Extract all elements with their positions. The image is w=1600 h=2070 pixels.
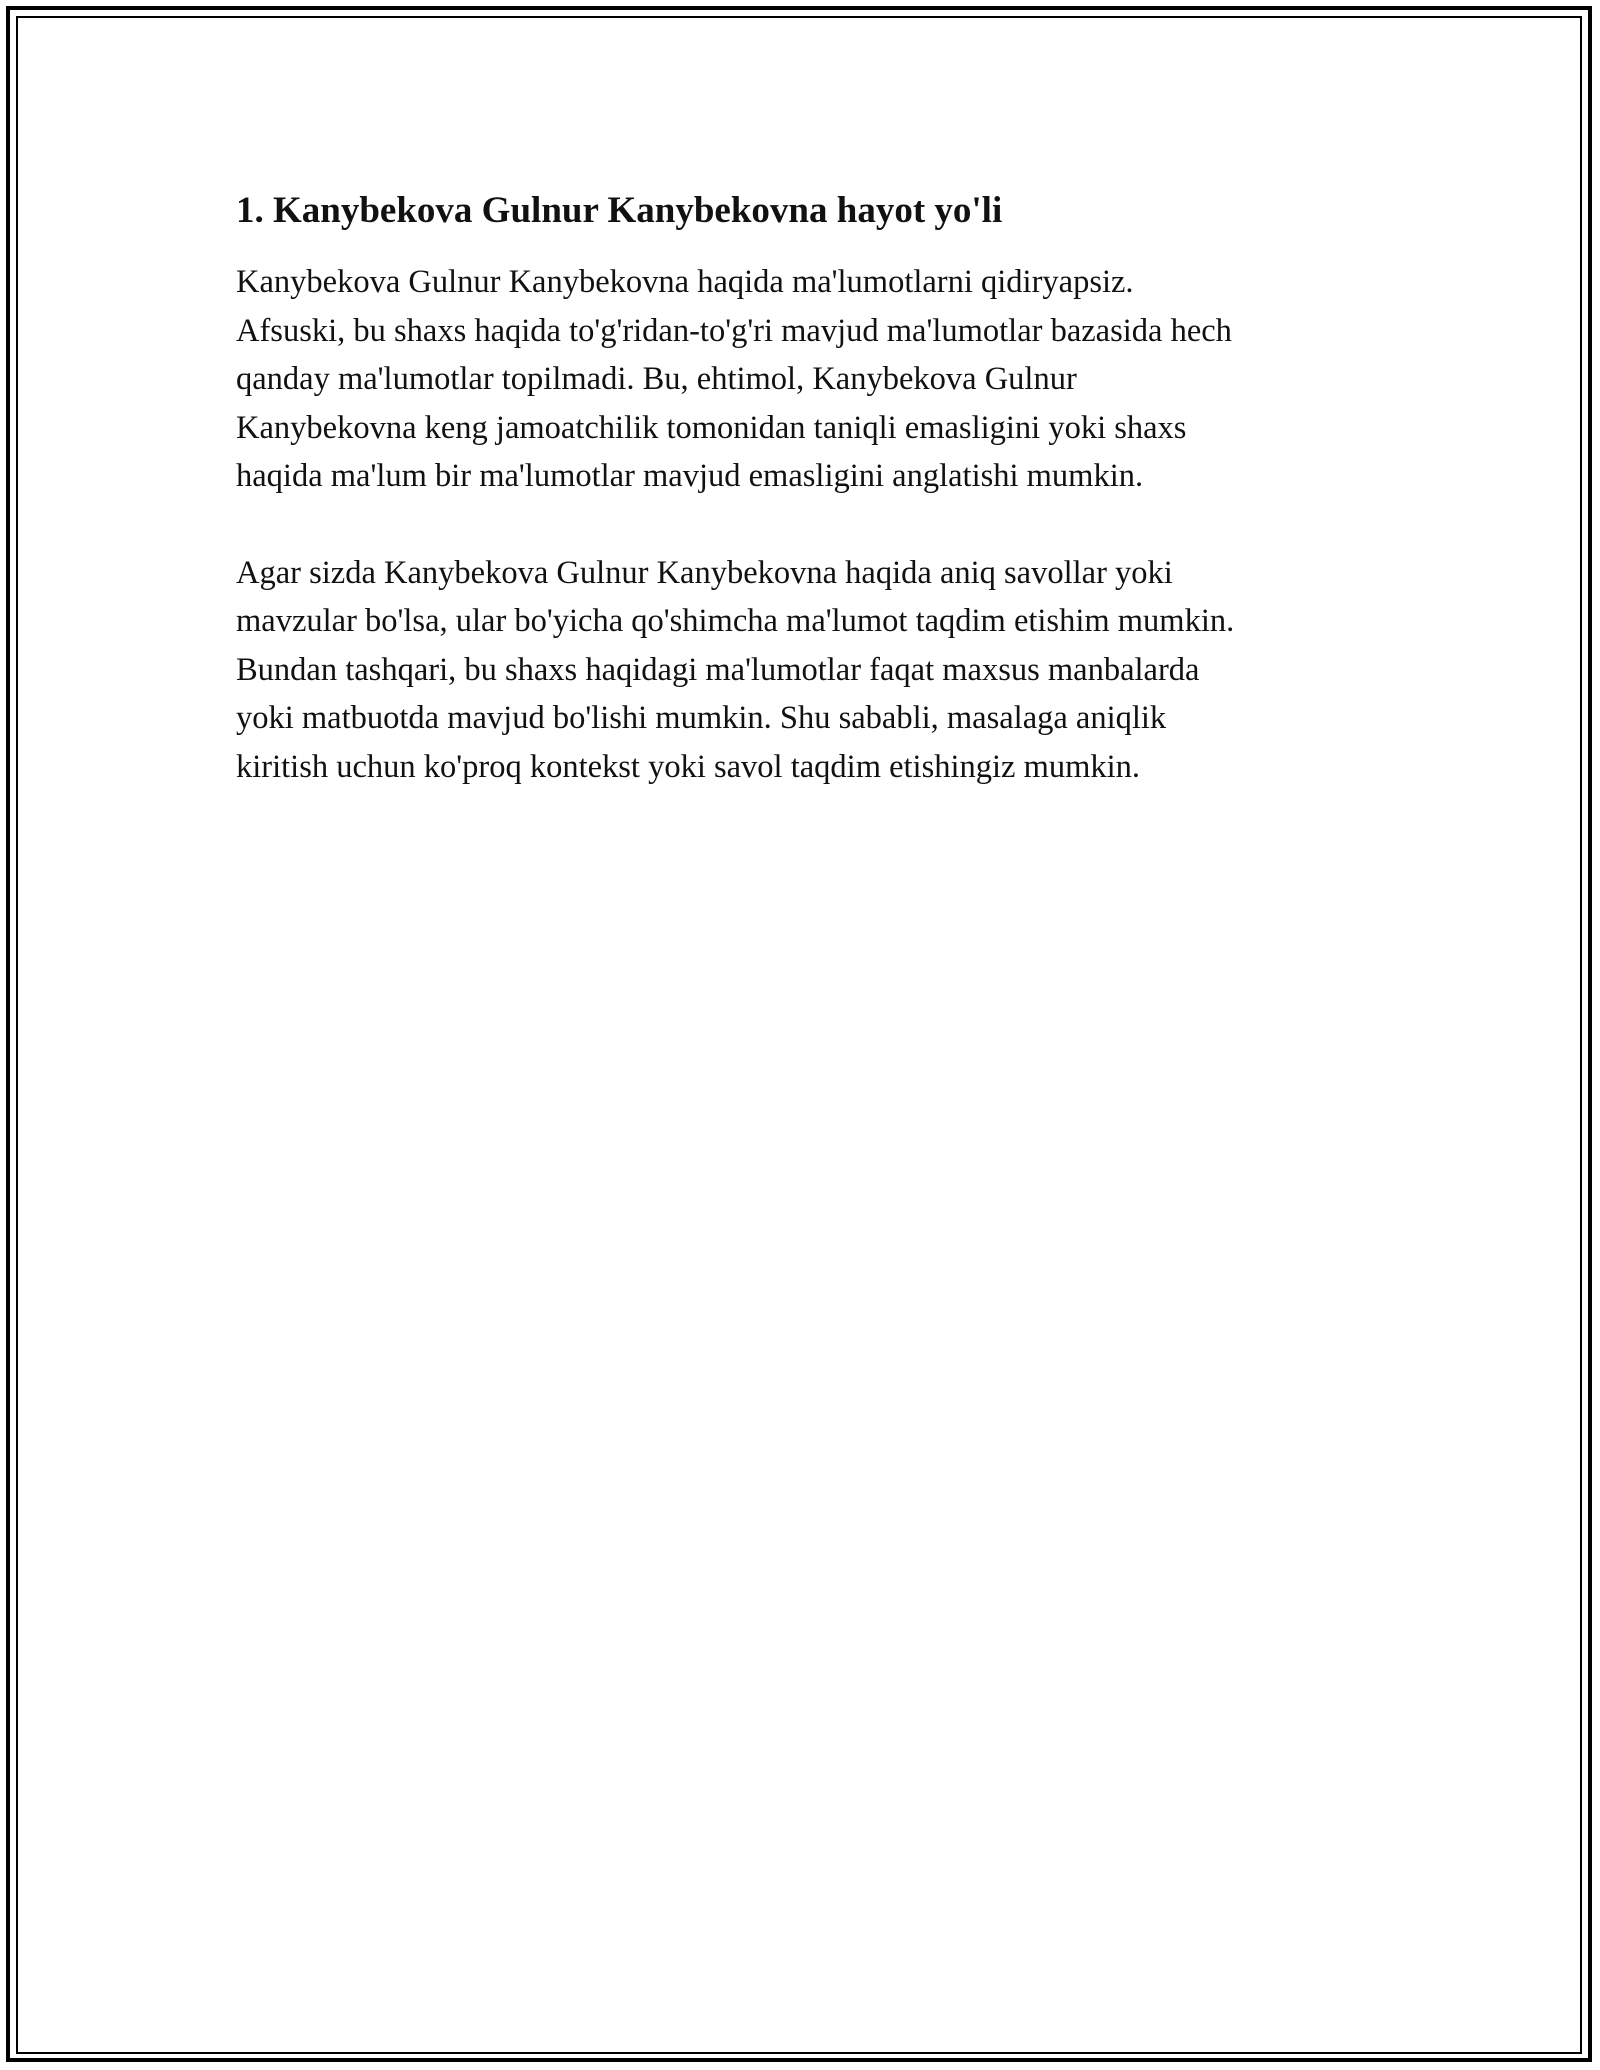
paragraph-2: Agar sizda Kanybekova Gulnur Kanybekovna haqida aniq savollar yoki mavzular bo'lsa, ular bo'yicha qo'shimcha ma'lumot taqdim etishim mumkin. Bundan tashqari, bu shaxs haqidagi ma'lumotlar faqat maxsus manbalarda yoki matbuotda mavjud bo'lishi mumkin. Shu sababli, masalaga aniqlik kiritish uchun ko'proq kontekst yoki savol taqdim etishingiz mumkin. (236, 554, 1235, 785)
section-heading: 1. Kanybekova Gulnur Kanybekovna hayot yo'li (236, 190, 1003, 231)
document-body (236, 186, 1376, 791)
paragraph-1: Kanybekova Gulnur Kanybekovna haqida ma'lumotlarni qidiryapsiz. Afsuski, bu shaxs haqida to'g'ridan-to'g'ri mavjud ma'lumotlar bazasida hech qanday ma'lumotlar topilmadi. Bu, ehtimol, Kanybekova Gulnur Kanybekovna keng jamoatchilik tomonidan taniqli emasligini yoki shaxs haqida ma'lum bir ma'lumotlar mavjud emasligini anglatishi mumkin. (236, 264, 1232, 494)
